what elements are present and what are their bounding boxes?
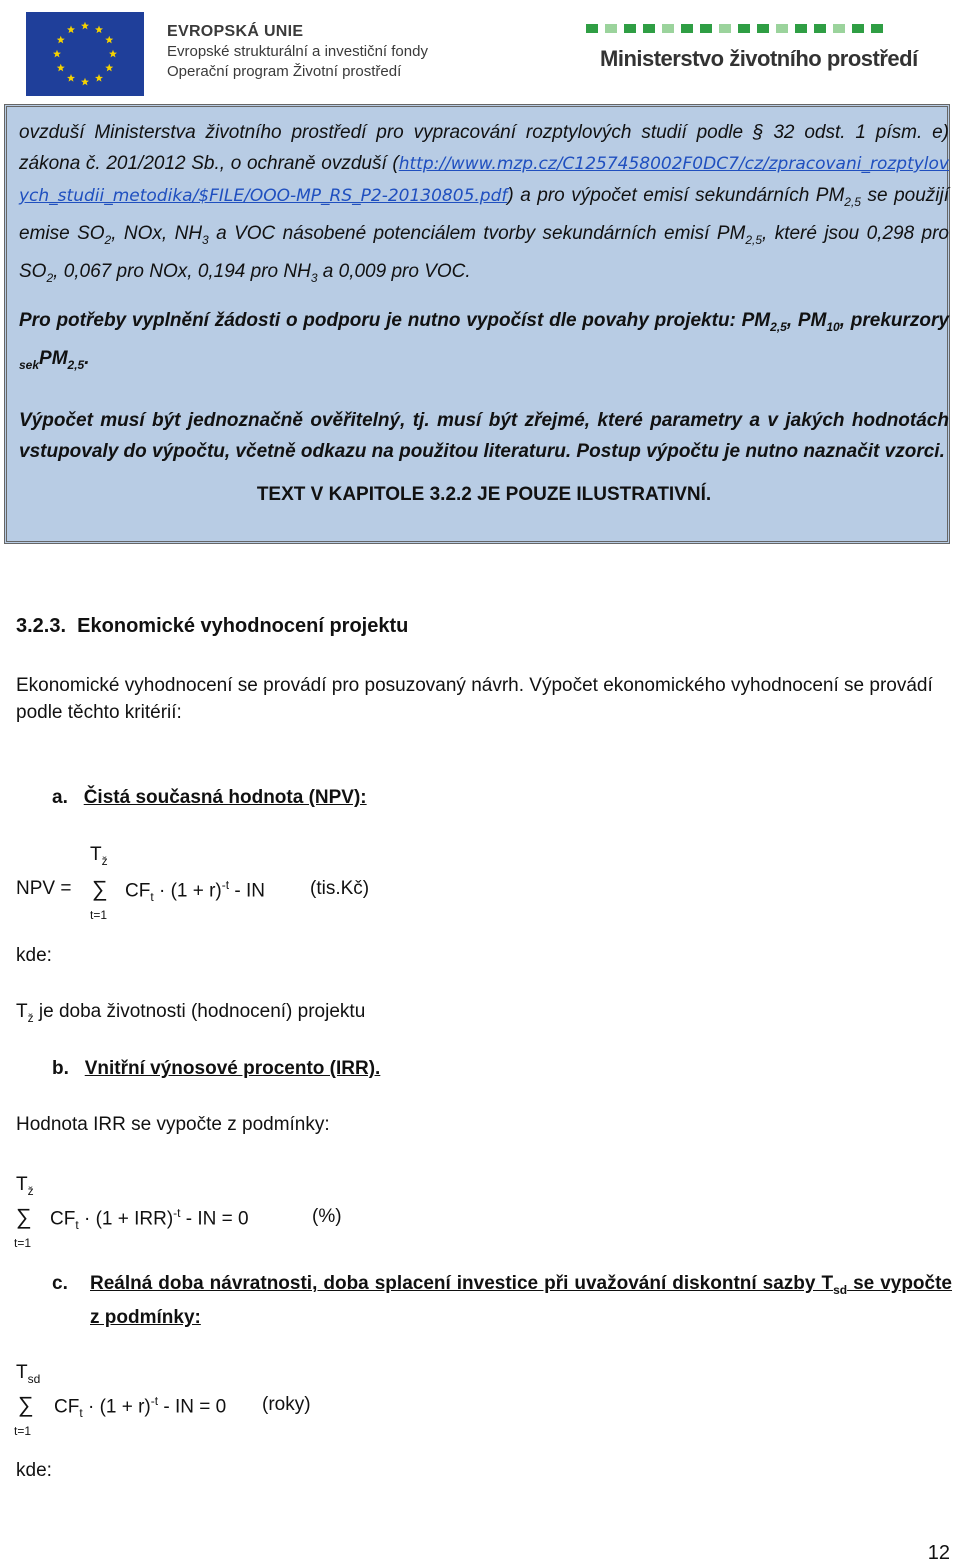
ministry-stripe-icon [814,24,826,33]
box-notice: TEXT V KAPITOLE 3.2.2 JE POUZE ILUSTRATIVNÍ. [256,483,712,505]
ministry-name: Ministerstvo životního prostředí [600,46,918,71]
ministry-stripe-icon [586,24,598,33]
tsd-formula: $T_{sd}$ ∑ $CF_t \cdot (1 + r)^{-t}$ - IN = 0 (roky) t=1 [14,1362,311,1438]
ministry-stripe-icon [662,24,674,33]
page-number: 12 [927,1542,950,1564]
item-a: a. Čistá současná hodnota (NPV): [52,787,367,808]
box-paragraph-3: Výpočet musí být jednoznačně ověřitelný, tj. musí být zřejmé, které parametry a v jakých hodnotách vstupovaly do výpočtu, včetně odkazu na použitou literaturu. Postup výpočtu je nutno naznačit vzorci. [19,409,949,462]
ministry-stripe-icon [757,24,769,33]
ministry-stripe-icon [871,24,883,33]
ministry-stripe-icon [833,24,845,33]
item-c: c. Reálná doba návratnosti, doba splacení investice při uvažování diskontní sazby $T_{sd}$ se vypočte z podmínky: [52,1270,952,1332]
ministry-stripe-icon [738,24,750,33]
ministry-stripe-icon [605,24,617,33]
eu-title: EVROPSKÁ UNIE [167,23,304,40]
irr-formula: $T_ž$ ∑ $CF_t \cdot (1 + IRR)^{-t}$ - IN = 0 (%) t=1 [14,1174,342,1250]
kde-label-2: kde: [16,1460,52,1481]
page-header [0,0,960,100]
section-number: 3.2.3. [16,615,67,637]
eu-text [167,22,428,82]
ministry-stripe-icon [624,24,636,33]
eu-subtitle-2: Operační program Životní prostředí [167,63,402,80]
ministry-stripe-icon [681,24,693,33]
irr-intro: Hodnota IRR se vypočte z podmínky: [16,1114,330,1135]
ministry-stripe-icon [719,24,731,33]
eu-subtitle-1: Evropské strukturální a investiční fondy [167,43,428,60]
tz-description: $T_ž$ je doba životnosti (hodnocení) projektu [16,1001,366,1025]
section-heading [16,613,956,640]
box-paragraph-1: ovzduší Ministerstva životního prostředí pro vypracování rozptylových studií podle § 32 odst. 1 písm. e) zákona č. 201/2012 Sb., o ochraně ovzduší (http://www.mzp.cz/C1257458002F0DC7/cz/zpracovani_rozptylovych_studii_metodika/$FILE/OOO-MP_RS_P2-20130805.pdf) a pro výpočet emisí sekundárních $PM_{2,5}$ se použijí emise $SO_2$, NOx, $NH_3$ a VOC násobené potenciálem tvorby sekundárních emisí $PM_{2,5}$, které jsou 0,298 pro $SO_2$, 0,067 pro NOx, 0,194 pro $NH_3$ a 0,009 pro VOC. [19,122,950,285]
methodology-link[interactable]: http://www.mzp.cz/C1257458002F0DC7/cz/zpracovani_rozptylovych_studii_metodika/$FILE/OOO-MP_RS_P2-20130805.pdf [19,154,949,206]
ministry-stripe-icon [643,24,655,33]
ministry-stripe-icon [700,24,712,33]
item-b-title: Vnitřní výnosové procento (IRR). [84,1058,381,1079]
eu-flag-logo [26,12,144,96]
item-b: b. Vnitřní výnosové procento (IRR). [52,1058,381,1079]
ministry-stripe-icon [852,24,864,33]
section-title: Ekonomické vyhodnocení projektu [77,615,409,637]
npv-formula: $T_ž$ NPV = ∑ $CF_t \cdot (1 + r)^{-t}$ - IN (tis.Kč) t=1 [16,844,370,922]
kde-label-1: kde: [16,945,52,966]
ministry-stripe-icon [776,24,788,33]
ministry-stripe-icon [795,24,807,33]
item-c-title: Reálná doba návratnosti, doba splacení investice při uvažování diskontní sazby $T_{sd}$ se vypočte z podmínky: [90,1273,953,1328]
section-intro: Ekonomické vyhodnocení se provádí pro posuzovaný návrh. Výpočet ekonomického vyhodnocení se provádí podle těchto kritérií: [16,675,933,723]
box-paragraph-2: Pro potřeby vyplnění žádosti o podporu je nutno vypočíst dle povahy projektu: $PM_{2,5}$, $PM_{10}$, prekurzory $_{sek}PM_{2,5}$. [19,310,949,372]
item-a-title: Čistá současná hodnota (NPV): [83,787,367,808]
info-box [4,104,950,544]
